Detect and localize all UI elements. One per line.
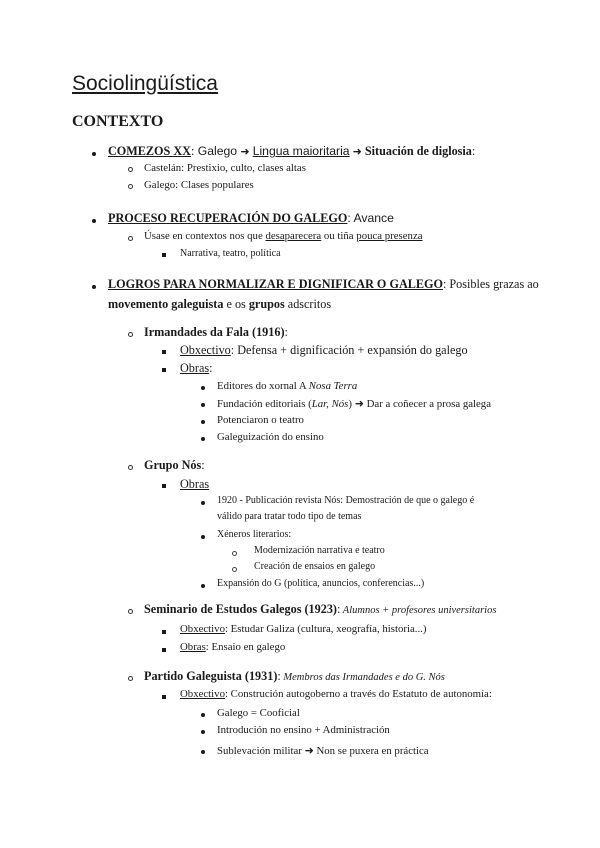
list-item: Sublevación militar ➜ Non se puxera en práctica: [217, 744, 429, 757]
bullet-dot: [201, 403, 205, 407]
bullet-circle: [128, 332, 133, 337]
bullet-square: [162, 695, 166, 699]
list-item: Narrativa, teatro, política: [180, 248, 281, 259]
irmandades-obras: Obras:: [180, 361, 213, 375]
bullet-dot: [92, 152, 96, 156]
bullet-circle: [232, 551, 237, 556]
list-item: Úsase en contextos nos que desaparecera ou tiña pouca presenza: [144, 230, 423, 242]
bullet-circle: [128, 167, 133, 172]
partido-obxectivo: Obxectivo: Construción autogoberno a través do Estatuto de autonomía:: [180, 688, 492, 700]
list-item: Castelán: Prestixio, culto, clases altas: [144, 162, 306, 174]
arrow-icon: ➜: [354, 397, 364, 410]
group-seminario: Seminario de Estudos Galegos (1923): Alumnos + profesores universitarios: [144, 602, 497, 616]
list-item: Expansión do G (política, anuncios, conferencias...): [217, 578, 425, 589]
bullet-dot: [201, 535, 205, 539]
page-title: Sociolingüística: [72, 72, 218, 95]
bullet-dot: [201, 584, 205, 588]
list-item: Fundación editoriais (Lar, Nós) ➜ Dar a coñecer a prosa galega: [217, 397, 491, 410]
section-proceso: PROCESO RECUPERACIÓN DO GALEGO: Avance: [108, 211, 394, 225]
bullet-square: [162, 648, 166, 652]
bullet-circle: [128, 236, 133, 241]
section-heading: CONTEXTO: [72, 113, 164, 130]
list-item: Editores do xornal A Nosa Terra: [217, 380, 358, 392]
bullet-dot: [201, 750, 205, 754]
list-item: Potenciaron o teatro: [217, 414, 304, 426]
bullet-dot: [201, 437, 205, 441]
group-irmandades: Irmandades da Fala (1916):: [144, 325, 288, 339]
bullet-circle: [128, 609, 133, 614]
bullet-square: [162, 253, 166, 257]
list-item: Galego: Clases populares: [144, 179, 254, 191]
bullet-circle: [128, 465, 133, 470]
bullet-dot: [201, 386, 205, 390]
bullet-square: [162, 484, 166, 488]
bullet-square: [162, 368, 166, 372]
group-partido: Partido Galeguista (1931): Membros das Irmandades e do G. Nós: [144, 669, 445, 683]
list-item: Introdución no ensino + Administración: [217, 724, 390, 736]
section-logros: LOGROS PARA NORMALIZAR E DIGNIFICAR O GALEGO: Posibles grazas ao: [108, 277, 539, 291]
arrow-icon: ➜: [240, 145, 250, 158]
list-item: Galego = Cooficial: [217, 707, 300, 719]
bullet-circle: [128, 676, 133, 681]
list-item: Galeguización do ensino: [217, 431, 324, 443]
list-item: 1920 - Publicación revista Nós: Demostración de que o galego é: [217, 495, 475, 506]
section-logros-cont: movemento galeguista e os grupos adscritos: [108, 297, 332, 311]
arrow-icon: ➜: [352, 145, 362, 158]
logros-label: LOGROS PARA NORMALIZAR E DIGNIFICAR O GALEGO: [108, 277, 443, 291]
arrow-icon: ➜: [304, 744, 314, 757]
seminario-obras: Obras: Ensaio en galego: [180, 641, 286, 653]
bullet-square: [162, 630, 166, 634]
bullet-dot: [201, 730, 205, 734]
list-item: Creación de ensaios en galego: [254, 561, 376, 572]
bullet-circle: [128, 184, 133, 189]
list-item-cont: válido para tratar todo tipo de temas: [217, 511, 362, 522]
seminario-obxectivo: Obxectivo: Estudar Galiza (cultura, xeografía, historia...): [180, 623, 427, 635]
bullet-dot: [92, 219, 96, 223]
proceso-label: PROCESO RECUPERACIÓN DO GALEGO: [108, 211, 348, 225]
bullet-dot: [201, 501, 205, 505]
group-nos: Grupo Nós:: [144, 458, 205, 472]
list-item: Modernización narrativa e teatro: [254, 545, 385, 556]
nos-obras: Obras: [180, 477, 210, 491]
bullet-dot: [201, 713, 205, 717]
irmandades-obxectivo: Obxectivo: Defensa + dignificación + expansión do galego: [180, 343, 468, 357]
section-comezos: COMEZOS XX: Galego ➜ Lingua maioritaria ➜ Situación de diglosia:: [108, 144, 476, 158]
bullet-dot: [92, 285, 96, 289]
bullet-dot: [201, 420, 205, 424]
list-item: Xéneros literarios:: [217, 529, 292, 540]
bullet-circle: [232, 567, 237, 572]
comezos-label: COMEZOS XX: [108, 144, 191, 158]
bullet-square: [162, 350, 166, 354]
